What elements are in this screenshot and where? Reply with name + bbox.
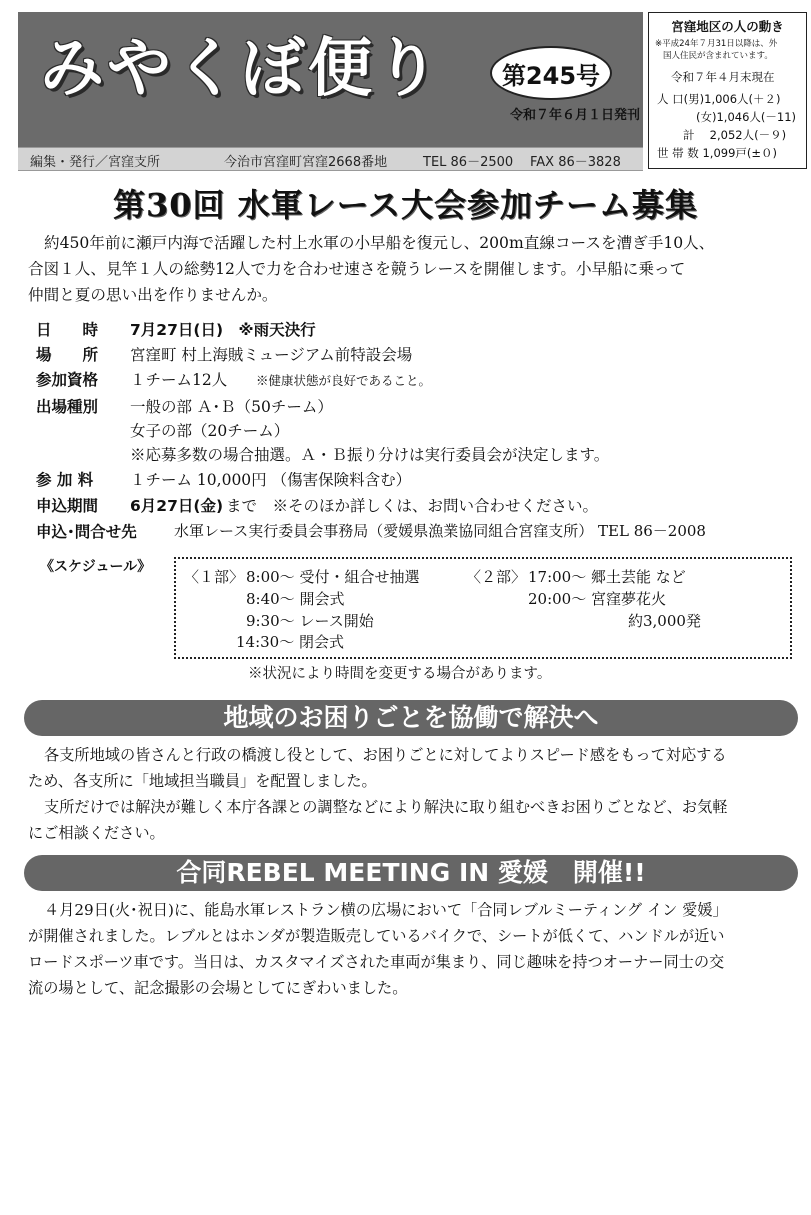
body-line: ため、各支所に「地域担当職員」を配置しました。 [28, 772, 377, 790]
qualification-note: ※健康状態が良好であること。 [256, 373, 432, 388]
category-general: 一般の部 Ａ･Ｂ（50チーム） [130, 398, 333, 416]
category-label: 出場種別 [36, 398, 99, 416]
article-heading: 第30回 水軍レース大会参加チーム募集 [112, 186, 699, 224]
article-intro [28, 230, 803, 308]
tel: TEL 86－2500 [423, 155, 514, 170]
contact-value: 水軍レース実行委員会事務局（愛媛県漁業協同組合宮窪支所） TEL 86－2008 [174, 522, 706, 540]
body-line: ロードスポーツ車です。当日は、カスタマイズされた車両が集まり、同じ趣味を持つオーナー同士の交 [28, 953, 725, 971]
population-total: 計 2,052人(－９) [683, 128, 787, 142]
schedule-label: 《スケジュール》 [40, 559, 152, 575]
article2-body [28, 742, 803, 846]
body-line: 各支所地域の皆さんと行政の橋渡し役として、お困りごとに対してよりスピード感をもって対応する [44, 746, 727, 764]
population-note: ※平成24年７月31日以降は、外 [655, 39, 778, 49]
schedule-item: 17:00～ 郷土芸能 など [528, 568, 686, 586]
place-value: 宮窪町 村上海賊ミュージアム前特設会場 [130, 346, 413, 364]
place-label: 場 所 [36, 346, 99, 364]
population-box [648, 12, 807, 169]
fee-value: １チーム 10,000円 （傷害保険料含む） [130, 471, 412, 489]
part1-label: 〈１部〉 [184, 568, 245, 586]
body-line: 支所だけでは解決が難しく本庁各課との調整などにより解決に取り組むべきお困りごとなど、お気軽 [44, 798, 728, 816]
article3-body [28, 897, 803, 1001]
qualification-value: １チーム12人 [130, 371, 228, 389]
body-line: ４月29日(火･祝日)に、能島水軍レストラン横の広場において「合同レブルミーティング イン 愛媛」 [44, 901, 728, 919]
qualification-label: 参加資格 [36, 371, 99, 389]
date-value: 7月27日(日) ※雨天決行 [130, 321, 316, 339]
population-note: 国人住民が含まれています。 [663, 51, 773, 61]
fax: FAX 86－3828 [530, 155, 621, 170]
population-title: 宮窪地区の人の動き [671, 19, 784, 34]
period-rest: まで ※そのほか詳しくは、お問い合わせください。 [226, 497, 599, 515]
schedule-item: 20:00～ 宮窪夢花火 [528, 590, 666, 608]
newsletter-title: みやくぼ便り [40, 32, 442, 106]
population-male: 人 口(男)1,006人(＋２) [657, 92, 781, 106]
intro-line: 仲間と夏の思い出を作りませんか。 [28, 286, 278, 304]
publisher-info-bar [18, 147, 643, 171]
body-line: にご相談ください。 [28, 824, 165, 842]
fee-label: 参 加 料 [36, 471, 94, 489]
section-heading: 地域のお困りごとを協働で解決へ [24, 700, 798, 736]
intro-line: 約450年前に瀬戸内海で活躍した村上水軍の小早船を復元し、200m直線コースを漕ぎ手10人、 [44, 234, 715, 252]
population-asof: 令和７年４月末現在 [671, 70, 775, 84]
category-women: 女子の部（20チーム） [130, 422, 290, 440]
schedule-item: 約3,000発 [628, 612, 701, 630]
schedule-box [174, 557, 792, 659]
period-date: 6月27日(金) [130, 497, 224, 515]
body-line: 流の場として、記念撮影の会場としてにぎわいました。 [28, 979, 408, 997]
schedule-item: 14:30～ 閉会式 [236, 633, 344, 651]
publish-date: 令和７年６月１日発刊 [509, 108, 640, 123]
address: 今治市宮窪町宮窪2668番地 [224, 155, 388, 170]
population-female: (女)1,046人(－11) [696, 110, 797, 124]
population-households: 世 帯 数 1,099戸(±０) [657, 146, 777, 160]
period-label: 申込期間 [36, 497, 99, 515]
publisher: 編集・発行／宮窪支所 [30, 155, 161, 170]
schedule-item: 8:40～ 開会式 [246, 590, 345, 608]
intro-line: 合図１人、見竿１人の総勢12人で力を合わせ速さを競うレースを開催します。小早船に乗って [28, 260, 686, 278]
schedule-item: 8:00～ 受付・組合せ抽選 [246, 568, 420, 586]
category-note: ※応募多数の場合抽選。Ａ・Ｂ振り分けは実行委員会が決定します。 [130, 446, 610, 464]
issue-number: 第245号 [490, 46, 612, 100]
part2-label: 〈２部〉 [466, 568, 527, 586]
contact-label: 申込･問合せ先 [36, 523, 137, 541]
schedule-item: 9:30～ レース開始 [246, 612, 374, 630]
date-label: 日 時 [36, 321, 99, 339]
body-line: が開催されました。レブルとはホンダが製造販売しているバイクで、シートが低くて、ハンドルが近い [28, 927, 725, 945]
schedule-note: ※状況により時間を変更する場合があります。 [248, 666, 552, 682]
section-heading: 合同REBEL MEETING IN 愛媛 開催!! [24, 855, 798, 891]
